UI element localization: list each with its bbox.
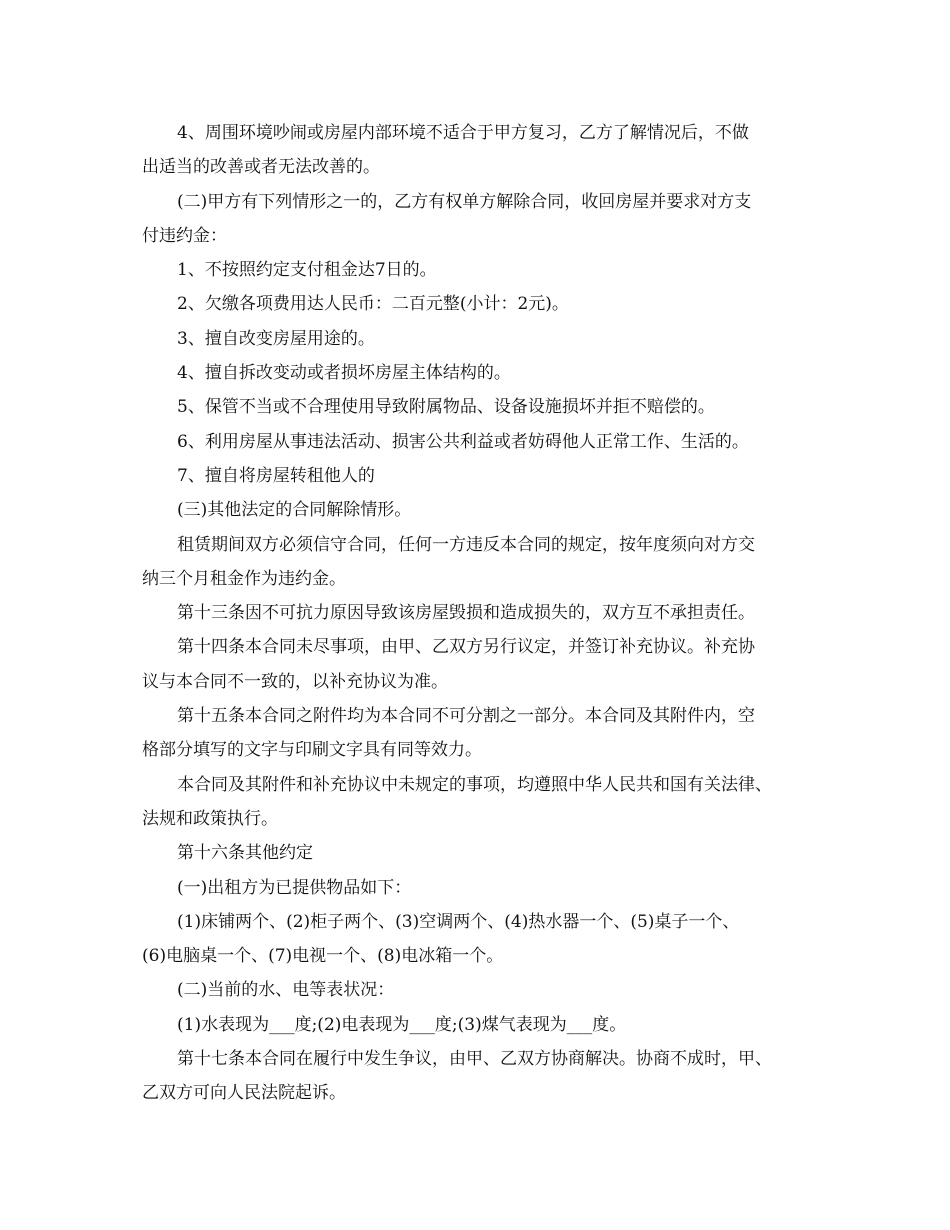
paragraph-line: 租赁期间双方必须信守合同，任何一方违反本合同的规定，按年度须向对方交 [177, 534, 755, 555]
paragraph-10 [142, 493, 817, 527]
paragraph-line: (三)其他法定的合同解除情形。 [177, 500, 412, 521]
paragraph-1 [142, 116, 817, 185]
paragraph-line: 格部分填写的文字与印刷文字具有同等效力。 [142, 740, 482, 761]
paragraph-line: 付违约金： [142, 225, 227, 246]
paragraph-19 [142, 973, 817, 1007]
paragraph-line: 6、利用房屋从事违法活动、损害公共利益或者妨碍他人正常工作、生活的。 [177, 431, 749, 452]
paragraph-8 [142, 425, 817, 459]
paragraph-9 [142, 459, 817, 493]
paragraph-line: 4、擅自拆改变动或者损坏房屋主体结构的。 [177, 363, 511, 384]
paragraph-line: 第十六条其他约定 [177, 843, 313, 864]
paragraph-2 [142, 185, 817, 254]
paragraph-3 [142, 253, 817, 287]
paragraph-line: (1)床铺两个、(2)柜子两个、(3)空调两个、(4)热水器一个、(5)桌子一个、 [177, 911, 740, 932]
paragraph-line: (二)当前的水、电等表状况： [177, 980, 395, 1001]
paragraph-line: 法规和政策执行。 [142, 808, 278, 829]
paragraph-line: 1、不按照约定支付租金达7日的。 [177, 260, 437, 281]
paragraph-line: 第十四条本合同未尽事项，由甲、乙双方另行议定，并签订补充协议。补充协 [177, 637, 755, 658]
paragraph-16 [142, 836, 817, 870]
paragraph-line: (1)水表现为___度;(2)电表现为___度;(3)煤气表现为___度。 [177, 1014, 627, 1035]
paragraph-line: 乙双方可向人民法院起诉。 [142, 1083, 346, 1104]
paragraph-17 [142, 871, 817, 905]
paragraph-6 [142, 356, 817, 390]
paragraph-18 [142, 905, 817, 974]
document-body [142, 116, 817, 1111]
paragraph-21 [142, 1042, 817, 1111]
paragraph-line: 议与本合同不一致的，以补充协议为准。 [142, 671, 448, 692]
paragraph-15 [142, 768, 817, 837]
paragraph-line: 5、保管不当或不合理使用导致附属物品、设备设施损坏并拒不赔偿的。 [177, 397, 715, 418]
paragraph-4 [142, 287, 817, 321]
paragraph-line: 纳三个月租金作为违约金。 [142, 568, 346, 589]
paragraph-line: 本合同及其附件和补充协议中未规定的事项，均遵照中华人民共和国有关法律、 [177, 774, 772, 795]
paragraph-line: 第十七条本合同在履行中发生争议，由甲、乙双方协商解决。协商不成时，甲、 [177, 1049, 772, 1070]
paragraph-line: 7、擅自将房屋转租他人的 [177, 465, 375, 486]
paragraph-line: 第十三条因不可抗力原因导致该房屋毁损和造成损失的，双方互不承担责任。 [177, 603, 755, 624]
paragraph-13 [142, 630, 817, 699]
paragraph-14 [142, 699, 817, 768]
paragraph-line: 2、欠缴各项费用达人民币：二百元整(小计：2元)。 [177, 294, 569, 315]
paragraph-7 [142, 390, 817, 424]
paragraph-5 [142, 322, 817, 356]
paragraph-line: 3、擅自改变房屋用途的。 [177, 328, 375, 349]
paragraph-line: (6)电脑桌一个、(7)电视一个、(8)电冰箱一个。 [142, 946, 504, 967]
paragraph-line: (二)甲方有下列情形之一的，乙方有权单方解除合同，收回房屋并要求对方支 [177, 191, 752, 212]
paragraph-line: 出适当的改善或者无法改善的。 [142, 157, 380, 178]
paragraph-12 [142, 596, 817, 630]
paragraph-line: 4、周围环境吵闹或房屋内部环境不适合于甲方复习，乙方了解情况后，不做 [177, 123, 749, 143]
paragraph-line: 第十五条本合同之附件均为本合同不可分割之一部分。本合同及其附件内，空 [177, 706, 755, 727]
paragraph-11 [142, 528, 817, 597]
paragraph-20 [142, 1008, 817, 1042]
paragraph-line: (一)出租方为已提供物品如下： [177, 877, 412, 898]
